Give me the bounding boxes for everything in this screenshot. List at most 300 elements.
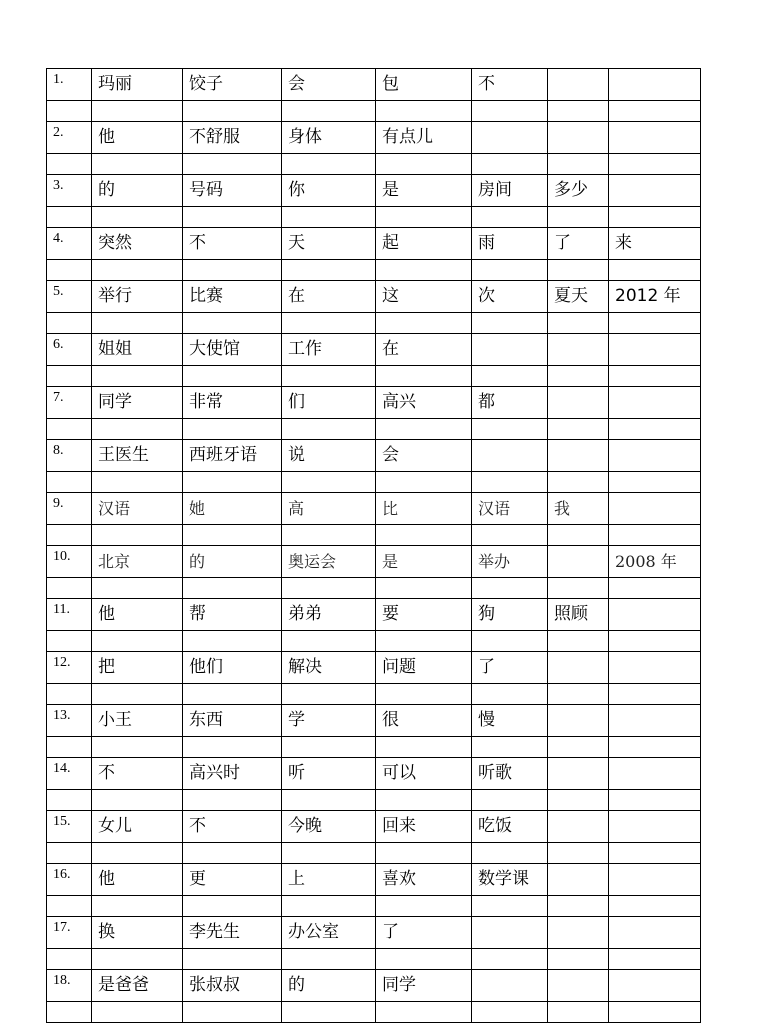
answer-cell[interactable]	[183, 737, 282, 758]
answer-cell[interactable]	[548, 472, 609, 493]
answer-cell[interactable]	[47, 790, 92, 811]
answer-cell[interactable]	[472, 525, 548, 546]
word-cell: 大使馆	[183, 334, 282, 366]
row-number: 7.	[47, 387, 92, 419]
table-row	[47, 758, 701, 790]
word-cell: 比赛	[183, 281, 282, 313]
answer-cell[interactable]	[282, 260, 376, 281]
word-cell: 她	[183, 493, 282, 525]
word-cell: 听歌	[472, 758, 548, 790]
word-cell	[548, 652, 609, 684]
word-cell	[548, 334, 609, 366]
answer-cell[interactable]	[47, 313, 92, 334]
answer-cell[interactable]	[548, 896, 609, 917]
answer-cell[interactable]	[92, 737, 183, 758]
answer-cell[interactable]	[609, 578, 701, 599]
answer-cell[interactable]	[376, 313, 472, 334]
answer-cell[interactable]	[183, 525, 282, 546]
answer-row	[47, 525, 701, 546]
word-cell	[609, 69, 701, 101]
answer-cell[interactable]	[183, 843, 282, 864]
word-cell	[472, 970, 548, 1002]
answer-cell[interactable]	[183, 684, 282, 705]
word-cell	[609, 758, 701, 790]
answer-cell[interactable]	[47, 525, 92, 546]
answer-row	[47, 472, 701, 493]
answer-cell[interactable]	[609, 1002, 701, 1023]
row-number: 13.	[47, 705, 92, 737]
word-cell: 李先生	[183, 917, 282, 949]
word-cell: 不舒服	[183, 122, 282, 154]
answer-cell[interactable]	[609, 154, 701, 175]
answer-cell[interactable]	[183, 366, 282, 387]
word-cell: 是	[376, 546, 472, 578]
answer-cell[interactable]	[92, 313, 183, 334]
word-cell: 2008 年	[609, 546, 701, 578]
word-cell: 多少	[548, 175, 609, 207]
table-row	[47, 228, 701, 260]
table-row	[47, 652, 701, 684]
answer-cell[interactable]	[92, 843, 183, 864]
answer-cell[interactable]	[47, 737, 92, 758]
answer-cell[interactable]	[609, 366, 701, 387]
table-row	[47, 387, 701, 419]
answer-cell[interactable]	[183, 207, 282, 228]
word-cell: 工作	[282, 334, 376, 366]
answer-cell[interactable]	[376, 366, 472, 387]
sentence-ordering-table	[46, 68, 701, 1023]
answer-cell[interactable]	[183, 419, 282, 440]
word-cell: 喜欢	[376, 864, 472, 896]
word-cell	[609, 493, 701, 525]
answer-cell[interactable]	[472, 472, 548, 493]
word-cell: 说	[282, 440, 376, 472]
answer-cell[interactable]	[472, 578, 548, 599]
word-cell	[548, 387, 609, 419]
word-cell: 回来	[376, 811, 472, 843]
answer-row	[47, 419, 701, 440]
word-cell	[548, 970, 609, 1002]
answer-cell[interactable]	[376, 260, 472, 281]
answer-cell[interactable]	[47, 949, 92, 970]
answer-cell[interactable]	[282, 101, 376, 122]
answer-cell[interactable]	[376, 101, 472, 122]
answer-cell[interactable]	[282, 313, 376, 334]
word-cell	[609, 440, 701, 472]
answer-cell[interactable]	[376, 790, 472, 811]
word-cell	[548, 546, 609, 578]
answer-row	[47, 737, 701, 758]
word-cell	[548, 811, 609, 843]
answer-row	[47, 631, 701, 652]
answer-cell[interactable]	[92, 1002, 183, 1023]
word-cell: 的	[282, 970, 376, 1002]
table-row	[47, 69, 701, 101]
answer-cell[interactable]	[282, 949, 376, 970]
answer-cell[interactable]	[548, 313, 609, 334]
answer-cell[interactable]	[548, 101, 609, 122]
word-cell: 小王	[92, 705, 183, 737]
answer-cell[interactable]	[282, 843, 376, 864]
word-cell: 我	[548, 493, 609, 525]
answer-cell[interactable]	[282, 154, 376, 175]
word-cell: 都	[472, 387, 548, 419]
word-cell: 汉语	[472, 493, 548, 525]
answer-cell[interactable]	[282, 1002, 376, 1023]
answer-cell[interactable]	[609, 472, 701, 493]
word-cell: 他	[92, 122, 183, 154]
answer-cell[interactable]	[472, 313, 548, 334]
row-number: 11.	[47, 599, 92, 631]
word-cell: 北京	[92, 546, 183, 578]
answer-cell[interactable]	[92, 207, 183, 228]
row-number: 17.	[47, 917, 92, 949]
answer-cell[interactable]	[609, 843, 701, 864]
word-cell: 你	[282, 175, 376, 207]
answer-cell[interactable]	[92, 949, 183, 970]
word-cell: 天	[282, 228, 376, 260]
word-cell: 更	[183, 864, 282, 896]
word-cell: 弟弟	[282, 599, 376, 631]
answer-cell[interactable]	[92, 260, 183, 281]
word-cell: 玛丽	[92, 69, 183, 101]
answer-cell[interactable]	[282, 790, 376, 811]
word-cell	[609, 811, 701, 843]
word-cell	[609, 599, 701, 631]
answer-cell[interactable]	[472, 949, 548, 970]
answer-row	[47, 1002, 701, 1023]
answer-cell[interactable]	[282, 525, 376, 546]
word-cell: 不	[472, 69, 548, 101]
answer-cell[interactable]	[609, 949, 701, 970]
word-cell: 换	[92, 917, 183, 949]
answer-cell[interactable]	[609, 207, 701, 228]
word-cell: 问题	[376, 652, 472, 684]
answer-row	[47, 843, 701, 864]
word-cell	[548, 705, 609, 737]
word-cell: 2012 年	[609, 281, 701, 313]
word-cell: 汉语	[92, 493, 183, 525]
answer-row	[47, 313, 701, 334]
answer-cell[interactable]	[472, 207, 548, 228]
word-cell: 不	[183, 811, 282, 843]
table-row	[47, 970, 701, 1002]
answer-row	[47, 366, 701, 387]
word-cell	[609, 917, 701, 949]
answer-cell[interactable]	[92, 790, 183, 811]
answer-cell[interactable]	[282, 578, 376, 599]
answer-cell[interactable]	[548, 366, 609, 387]
answer-cell[interactable]	[282, 419, 376, 440]
row-number: 10.	[47, 546, 92, 578]
answer-cell[interactable]	[183, 949, 282, 970]
answer-cell[interactable]	[92, 419, 183, 440]
answer-cell[interactable]	[609, 313, 701, 334]
answer-cell[interactable]	[609, 101, 701, 122]
answer-cell[interactable]	[376, 684, 472, 705]
word-cell: 高兴	[376, 387, 472, 419]
answer-cell[interactable]	[548, 578, 609, 599]
word-cell	[548, 440, 609, 472]
answer-cell[interactable]	[183, 896, 282, 917]
word-cell: 高兴时	[183, 758, 282, 790]
table-row	[47, 175, 701, 207]
answer-cell[interactable]	[47, 631, 92, 652]
answer-cell[interactable]	[47, 101, 92, 122]
word-cell	[609, 705, 701, 737]
word-cell	[472, 440, 548, 472]
row-number: 12.	[47, 652, 92, 684]
table-row	[47, 440, 701, 472]
table-row	[47, 599, 701, 631]
answer-cell[interactable]	[609, 790, 701, 811]
word-cell: 同学	[92, 387, 183, 419]
word-cell: 号码	[183, 175, 282, 207]
answer-cell[interactable]	[376, 472, 472, 493]
answer-cell[interactable]	[92, 684, 183, 705]
word-cell: 身体	[282, 122, 376, 154]
answer-cell[interactable]	[609, 737, 701, 758]
word-cell: 吃饭	[472, 811, 548, 843]
answer-cell[interactable]	[47, 578, 92, 599]
answer-cell[interactable]	[472, 101, 548, 122]
answer-cell[interactable]	[47, 896, 92, 917]
word-cell: 了	[472, 652, 548, 684]
word-cell: 王医生	[92, 440, 183, 472]
answer-cell[interactable]	[92, 101, 183, 122]
answer-cell[interactable]	[548, 207, 609, 228]
word-cell: 来	[609, 228, 701, 260]
answer-cell[interactable]	[47, 472, 92, 493]
answer-cell[interactable]	[282, 207, 376, 228]
answer-cell[interactable]	[472, 260, 548, 281]
word-cell	[609, 970, 701, 1002]
answer-cell[interactable]	[282, 631, 376, 652]
answer-row	[47, 896, 701, 917]
word-cell	[548, 917, 609, 949]
answer-cell[interactable]	[183, 790, 282, 811]
answer-cell[interactable]	[609, 260, 701, 281]
answer-cell[interactable]	[548, 154, 609, 175]
word-cell	[609, 122, 701, 154]
answer-cell[interactable]	[472, 790, 548, 811]
answer-cell[interactable]	[183, 578, 282, 599]
word-cell: 是	[376, 175, 472, 207]
word-cell	[609, 175, 701, 207]
answer-cell[interactable]	[376, 737, 472, 758]
answer-cell[interactable]	[548, 949, 609, 970]
word-cell: 这	[376, 281, 472, 313]
answer-cell[interactable]	[376, 896, 472, 917]
answer-cell[interactable]	[183, 472, 282, 493]
row-number: 8.	[47, 440, 92, 472]
answer-cell[interactable]	[472, 419, 548, 440]
answer-cell[interactable]	[548, 790, 609, 811]
table-row	[47, 122, 701, 154]
answer-cell[interactable]	[472, 154, 548, 175]
answer-cell[interactable]	[548, 419, 609, 440]
word-cell: 学	[282, 705, 376, 737]
answer-cell[interactable]	[472, 737, 548, 758]
answer-cell[interactable]	[609, 525, 701, 546]
answer-cell[interactable]	[282, 737, 376, 758]
word-cell: 要	[376, 599, 472, 631]
word-cell: 举行	[92, 281, 183, 313]
table-row	[47, 705, 701, 737]
answer-cell[interactable]	[92, 525, 183, 546]
answer-cell[interactable]	[183, 631, 282, 652]
answer-cell[interactable]	[47, 684, 92, 705]
answer-cell[interactable]	[472, 896, 548, 917]
row-number: 3.	[47, 175, 92, 207]
answer-row	[47, 101, 701, 122]
word-cell: 女儿	[92, 811, 183, 843]
table-row	[47, 864, 701, 896]
answer-cell[interactable]	[609, 896, 701, 917]
answer-cell[interactable]	[376, 207, 472, 228]
answer-cell[interactable]	[92, 154, 183, 175]
answer-cell[interactable]	[472, 843, 548, 864]
row-number: 15.	[47, 811, 92, 843]
word-cell: 听	[282, 758, 376, 790]
answer-cell[interactable]	[548, 1002, 609, 1023]
word-cell: 在	[376, 334, 472, 366]
answer-cell[interactable]	[47, 419, 92, 440]
answer-cell[interactable]	[183, 154, 282, 175]
answer-cell[interactable]	[376, 419, 472, 440]
answer-cell[interactable]	[548, 684, 609, 705]
word-cell	[609, 387, 701, 419]
row-number: 16.	[47, 864, 92, 896]
answer-cell[interactable]	[376, 631, 472, 652]
word-cell: 们	[282, 387, 376, 419]
table-row	[47, 334, 701, 366]
answer-cell[interactable]	[92, 472, 183, 493]
word-cell	[472, 917, 548, 949]
word-cell: 东西	[183, 705, 282, 737]
answer-row	[47, 684, 701, 705]
word-cell: 他	[92, 599, 183, 631]
answer-cell[interactable]	[183, 260, 282, 281]
word-cell: 高	[282, 493, 376, 525]
answer-cell[interactable]	[92, 366, 183, 387]
word-cell: 数学课	[472, 864, 548, 896]
answer-cell[interactable]	[47, 843, 92, 864]
answer-cell[interactable]	[47, 260, 92, 281]
table-body	[47, 69, 701, 1023]
answer-row	[47, 207, 701, 228]
word-cell: 解决	[282, 652, 376, 684]
answer-cell[interactable]	[376, 1002, 472, 1023]
word-cell: 起	[376, 228, 472, 260]
answer-cell[interactable]	[548, 737, 609, 758]
answer-cell[interactable]	[472, 366, 548, 387]
word-cell: 非常	[183, 387, 282, 419]
word-cell: 奥运会	[282, 546, 376, 578]
answer-row	[47, 949, 701, 970]
answer-cell[interactable]	[282, 366, 376, 387]
answer-cell[interactable]	[472, 1002, 548, 1023]
word-cell: 的	[183, 546, 282, 578]
answer-cell[interactable]	[609, 684, 701, 705]
word-cell	[472, 334, 548, 366]
answer-cell[interactable]	[183, 1002, 282, 1023]
answer-cell[interactable]	[183, 101, 282, 122]
answer-cell[interactable]	[92, 578, 183, 599]
answer-row	[47, 154, 701, 175]
answer-cell[interactable]	[282, 896, 376, 917]
answer-cell[interactable]	[472, 631, 548, 652]
word-cell: 突然	[92, 228, 183, 260]
answer-cell[interactable]	[548, 525, 609, 546]
answer-cell[interactable]	[282, 472, 376, 493]
answer-cell[interactable]	[548, 843, 609, 864]
word-cell: 了	[548, 228, 609, 260]
row-number: 2.	[47, 122, 92, 154]
word-cell: 会	[376, 440, 472, 472]
row-number: 1.	[47, 69, 92, 101]
answer-cell[interactable]	[47, 154, 92, 175]
word-cell: 是爸爸	[92, 970, 183, 1002]
word-cell: 雨	[472, 228, 548, 260]
answer-cell[interactable]	[376, 843, 472, 864]
answer-cell[interactable]	[376, 525, 472, 546]
word-cell: 夏天	[548, 281, 609, 313]
row-number: 18.	[47, 970, 92, 1002]
row-number: 4.	[47, 228, 92, 260]
answer-cell[interactable]	[183, 313, 282, 334]
word-cell: 会	[282, 69, 376, 101]
word-cell: 帮	[183, 599, 282, 631]
answer-row	[47, 578, 701, 599]
table-row	[47, 493, 701, 525]
word-cell: 了	[376, 917, 472, 949]
answer-cell[interactable]	[47, 366, 92, 387]
answer-cell[interactable]	[92, 896, 183, 917]
answer-cell[interactable]	[548, 631, 609, 652]
row-number: 6.	[47, 334, 92, 366]
answer-cell[interactable]	[548, 260, 609, 281]
answer-cell[interactable]	[282, 684, 376, 705]
answer-cell[interactable]	[92, 631, 183, 652]
word-cell: 次	[472, 281, 548, 313]
word-cell: 照顾	[548, 599, 609, 631]
word-cell: 房间	[472, 175, 548, 207]
answer-cell[interactable]	[47, 1002, 92, 1023]
word-cell: 今晚	[282, 811, 376, 843]
table-row	[47, 546, 701, 578]
word-cell: 上	[282, 864, 376, 896]
answer-cell[interactable]	[609, 419, 701, 440]
word-cell: 包	[376, 69, 472, 101]
word-cell	[472, 122, 548, 154]
word-cell: 张叔叔	[183, 970, 282, 1002]
word-cell: 不	[183, 228, 282, 260]
answer-cell[interactable]	[376, 949, 472, 970]
answer-cell[interactable]	[376, 154, 472, 175]
word-cell	[548, 864, 609, 896]
word-cell: 饺子	[183, 69, 282, 101]
word-cell	[609, 652, 701, 684]
word-cell: 慢	[472, 705, 548, 737]
answer-cell[interactable]	[47, 207, 92, 228]
word-cell: 不	[92, 758, 183, 790]
word-cell	[548, 122, 609, 154]
row-number: 14.	[47, 758, 92, 790]
answer-cell[interactable]	[472, 684, 548, 705]
answer-cell[interactable]	[609, 631, 701, 652]
answer-cell[interactable]	[376, 578, 472, 599]
